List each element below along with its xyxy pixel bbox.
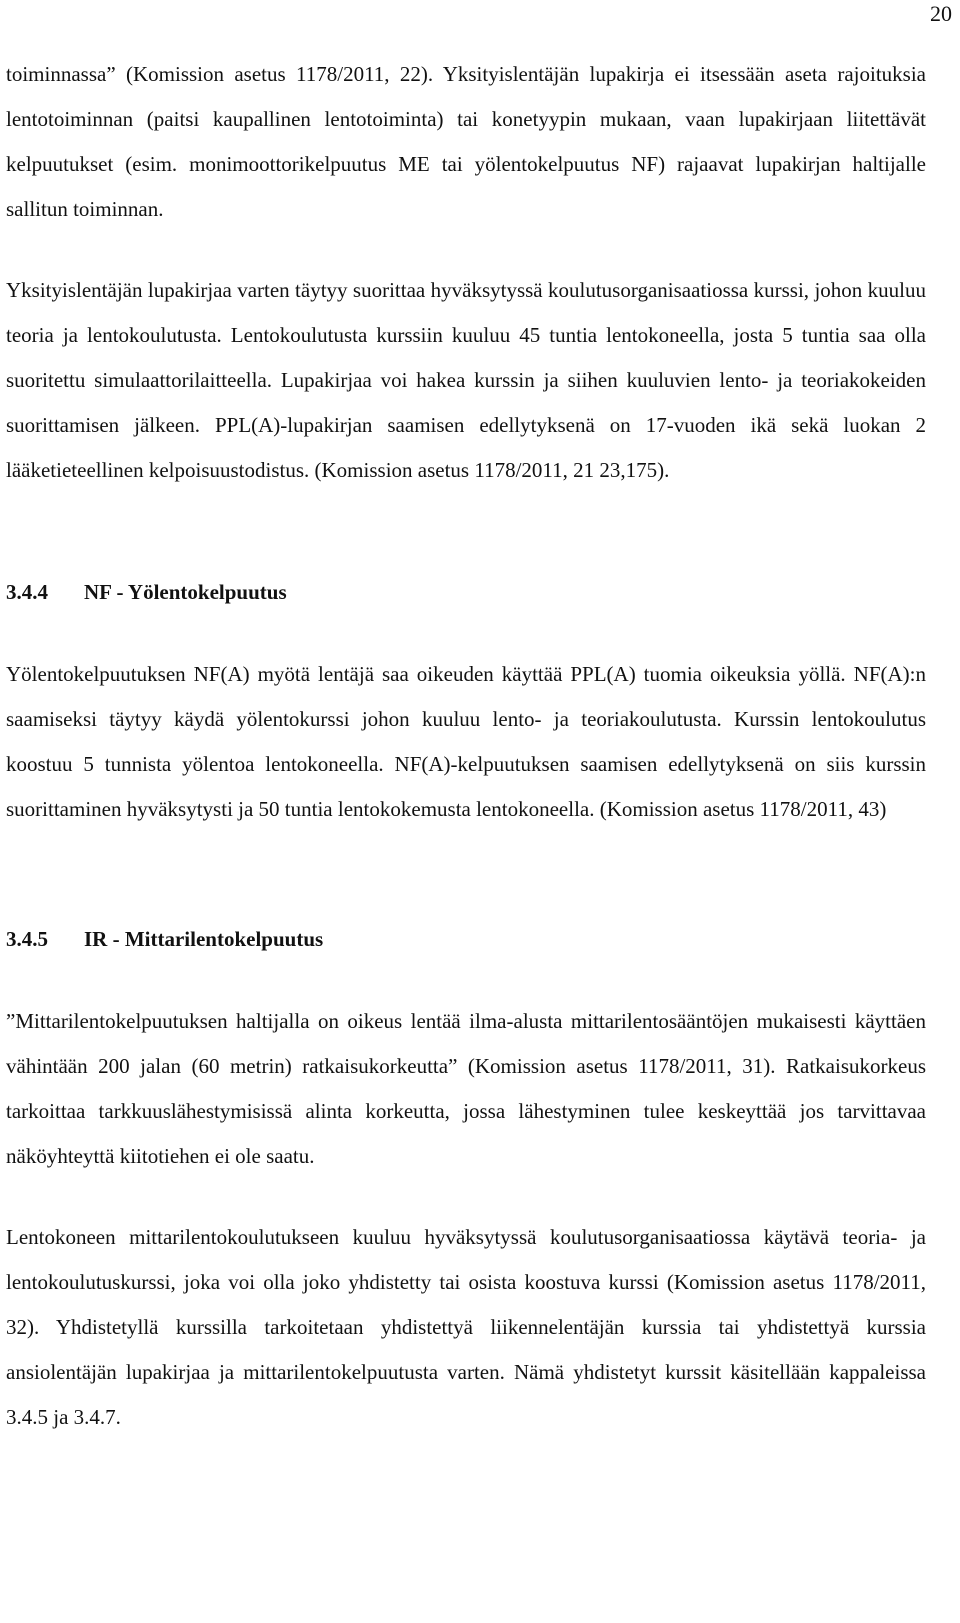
paragraph-ppl-privileges: toiminnassa” (Komission asetus 1178/2011, 22). Yksityislentäjän lupakirja ei itsessään aseta rajoituksia lentotoiminnan (paitsi kaupallinen lentotoiminta) tai konetyypin mukaan, vaan lupakirjaan liitettävät kelpuutukset (esim. monimoottorikelpuutus ME tai yölentokelpuutus NF) rajaavat lupakirjan haltijalle sallitun toiminnan. — [6, 62, 926, 221]
document-body — [6, 52, 926, 1440]
section-title: IR - Mittarilentokelpuutus — [84, 927, 324, 951]
section-number: 3.4.5 — [6, 927, 48, 951]
section-heading-ir — [6, 917, 926, 962]
section-number: 3.4.4 — [6, 580, 48, 604]
section-heading-nf — [6, 570, 926, 615]
page-number: 20 — [930, 1, 952, 26]
paragraph-ir-training: Lentokoneen mittarilentokoulutukseen kuuluu hyväksytyssä koulutusorganisaatiossa käytävä teoria- ja lentokoulutuskurssi, joka voi olla joko yhdistetty tai osista koostuva kurssi (Komission asetus 1178/2011, 32). Yhdistetyllä kurssilla tarkoitetaan yhdistettyä liikennelentäjän kurssia tai yhdistettyä kurssia ansiolentäjän lupakirjaa ja mittarilentokelpuutusta varten. Nämä yhdistetyt kurssit käsitellään kappaleissa 3.4.5 ja 3.4.7. — [6, 1225, 926, 1429]
paragraph-ppl-training: Yksityislentäjän lupakirjaa varten täytyy suorittaa hyväksytyssä koulutusorganisaatiossa kurssi, johon kuuluu teoria ja lentokoulutusta. Lentokoulutusta kurssiin kuuluu 45 tuntia lentokoneella, josta 5 tuntia saa olla suoritettu simulaattorilaitteella. Lupakirjaa voi hakea kurssin ja siihen kuuluvien lento- ja teoriakokeiden suorittamisen jälkeen. PPL(A)-lupakirjan saamisen edellytyksenä on 17-vuoden ikä sekä luokan 2 lääketieteellinen kelpoisuustodistus. (Komission asetus 1178/2011, 21 23,175). — [6, 278, 926, 482]
paragraph-nf-rating: Yölentokelpuutuksen NF(A) myötä lentäjä saa oikeuden käyttää PPL(A) tuomia oikeuksia yöllä. NF(A):n saamiseksi täytyy käydä yölentokurssi johon kuuluu lento- ja teoriakoulutusta. Kurssin lentokoulutus koostuu 5 tunnista yölentoa lentokoneella. NF(A)-kelpuutuksen saamisen edellytyksenä on siis kurssin suorittaminen hyväksytysti ja 50 tuntia lentokokemusta lentokoneella. (Komission asetus 1178/2011, 43) — [6, 662, 926, 821]
paragraph-ir-definition: ”Mittarilentokelpuutuksen haltijalla on oikeus lentää ilma-alusta mittarilentosääntöjen mukaisesti käyttäen vähintään 200 jalan (60 metrin) ratkaisukorkeutta” (Komission asetus 1178/2011, 31). Ratkaisukorkeus tarkoittaa tarkkuuslähestymisissä alinta korkeutta, jossa lähestyminen tulee keskeyttää jos tarvittavaa näköyhteyttä kiitotiehen ei ole saatu. — [6, 1009, 926, 1168]
section-title: NF - Yölentokelpuutus — [84, 580, 287, 604]
